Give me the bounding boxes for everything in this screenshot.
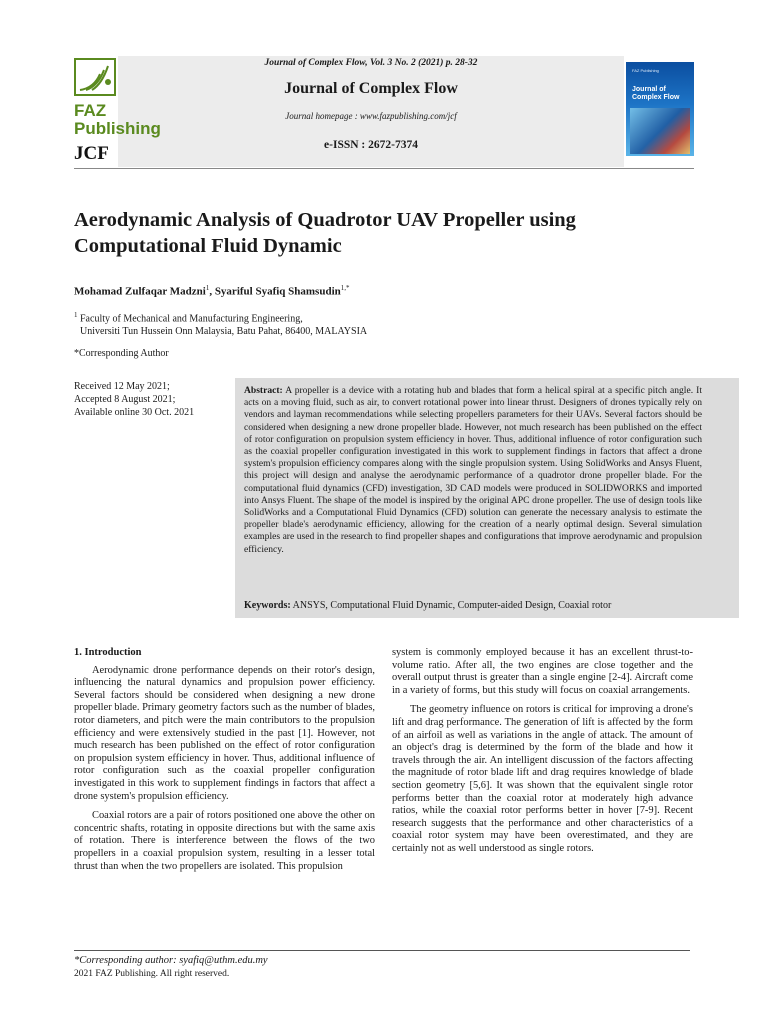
journal-title: Journal of Complex Flow: [284, 80, 458, 97]
body-column-right: [392, 647, 693, 856]
faz-logo-icon: [74, 58, 118, 98]
author-name: Mohamad Zulfaqar Madzni: [74, 285, 206, 298]
abstract-text: A propeller is a device with a rotating hub and blades that form a helical spiral at a specific pitch angle. It acts on a moving fluid, such as air, to convert rotational power into linear thrust. Designers of drones typically rely on vendors and layman recommendations while selecting propellers parameters for their UAVs. Several factors should be considered when designing a new drone propeller blade. However, not much research has been published on the effect of rotor configuration on propulsion system efficiency in hover. Thus, additional influence of rotor configuration such as the coaxial propeller configuration investigated in this work to supplement findings in factors that affect a drone system's propulsion efficiency compares along with the single propulsion system. Using SolidWorks and Ansys Fluent, this project will design and analyse the aerodynamic performance of a quadrotor drone propeller blade. For the computational fluid dynamics (CFD) investigation, 3D CAD models were produced in SOLIDWORKS and imported into Ansys Fluent. The shape of the model is inspired by the original APC drone propeller. The use of design tools like SolidWorks and a Computational Fluid Dynamics (CFD) solution can generate the necessary analysis to estimate the propeller blade's aerodynamic efficiency, allowing for the creation of a nearly optimal design. Several simulation examples are used in the research to find propeller shapes and configurations that improve aerodynamic and propulsion efficiency.: [244, 385, 702, 555]
journal-citation: Journal of Complex Flow, Vol. 3 No. 2 (2021) p. 28-32: [264, 58, 478, 68]
paper-title: Aerodynamic Analysis of Quadrotor UAV Propeller using Computational Fluid Dynamic: [74, 209, 576, 257]
body-paragraph: Aerodynamic drone performance depends on their rotor's design, influencing the natural dynamics and propulsion power efficiency. Several factors should be considered when designing a new drone propeller blade. Primary geometry factors such as the number of blades, rotor diameters, and pitch were the main contributors to the propulsion efficiency and were extensively studied in the past [1]. However, not much research has been published on the effect of rotor configuration on propulsion system efficiency in hover. Thus, additional influence of rotor configuration such as the coaxial propeller configuration investigated in this work to supplement findings in factors that affect a drone system's propulsion efficiency.: [74, 664, 375, 802]
journal-short-name: JCF: [74, 143, 109, 164]
keywords: [244, 600, 732, 611]
cover-publisher: FAZ Publishing: [632, 68, 659, 73]
author-separator: ,: [209, 285, 215, 298]
keywords-text: ANSYS, Computational Fluid Dynamic, Computer-aided Design, Coaxial rotor: [292, 600, 612, 611]
header-divider: [74, 168, 694, 169]
journal-cover-image: [626, 62, 694, 156]
author-list: [74, 284, 694, 298]
journal-issn: e-ISSN : 2672-7374: [324, 139, 418, 151]
body-column-left: [74, 647, 375, 873]
affiliation: [74, 309, 694, 338]
body-paragraph: Coaxial rotors are a pair of rotors positioned one above the other on concentric shafts, rotating in opposite directions but with the same axis of rotation. There is interference between the flows of the two propellers in a coaxial propulsion system, resulting in a lesser total thrust than when the two propellers are isolated. This propulsion: [74, 810, 375, 872]
body-paragraph: The geometry influence on rotors is critical for improving a drone's lift and drag performance. The generation of lift is affected by the form of an airfoil as well as variations in the angle of attack. The amount of an object's drag is determined by the form of the blade and how it travels through the air. An intelligent discussion of the factors affecting the magnitude of rotor blade lift and drag requires knowledge of blade section geometry [5,6]. It was shown that the equivalent single rotor performs better than the coaxial rotor at moderately high advance ratios, while the coaxial rotor performs better in hover [7-9]. Recent research suggests that the performance and other characteristics of a coaxial rotor system may have been overestimated, and they are certainly not as well understood as single rotors.: [392, 704, 693, 854]
affiliation-line: Faculty of Mechanical and Manufacturing Engineering,: [80, 313, 303, 325]
keywords-label: Keywords:: [244, 600, 291, 611]
date-online: Available online 30 Oct. 2021: [74, 407, 195, 418]
author-name: Syariful Syafiq Shamsudin: [214, 285, 341, 298]
abstract-label: Abstract:: [244, 385, 283, 396]
article-dates: [74, 380, 234, 419]
abstract: [244, 385, 702, 556]
footnote-copyright: 2021 FAZ Publishing. All right reserved.: [74, 969, 230, 979]
journal-homepage[interactable]: Journal homepage : www.fazpublishing.com/jcf: [285, 111, 457, 121]
cover-artwork: [630, 108, 690, 154]
affiliation-mark: 1: [74, 311, 78, 319]
corresponding-author-note: *Corresponding Author: [74, 348, 169, 359]
date-accepted: Accepted 8 August 2021;: [74, 394, 176, 405]
cover-title: Journal of Complex Flow: [632, 86, 680, 101]
date-received: Received 12 May 2021;: [74, 381, 170, 392]
footnote-divider: [74, 950, 690, 951]
author-affiliation-mark: 1: [205, 284, 210, 292]
affiliation-line: Universiti Tun Hussein Onn Malaysia, Batu Pahat, 86400, MALAYSIA: [80, 326, 368, 338]
author-affiliation-mark: 1,*: [340, 284, 350, 292]
section-heading: 1. Introduction: [74, 647, 142, 658]
footnote-corresponding-author: *Corresponding author: syafiq@uthm.edu.my: [74, 955, 268, 966]
body-paragraph: system is commonly employed because it has an excellent thrust-to-volume ratio. After all, the two engines are close together and the overall output thrust is greater than a single engine [2-4]. Aircraft come in a variety of forms, but this study will focus on coaxial arrangements.: [392, 647, 693, 696]
logo-text-faz: FAZ: [74, 101, 107, 120]
logo-text-publishing: Publishing: [74, 119, 161, 138]
